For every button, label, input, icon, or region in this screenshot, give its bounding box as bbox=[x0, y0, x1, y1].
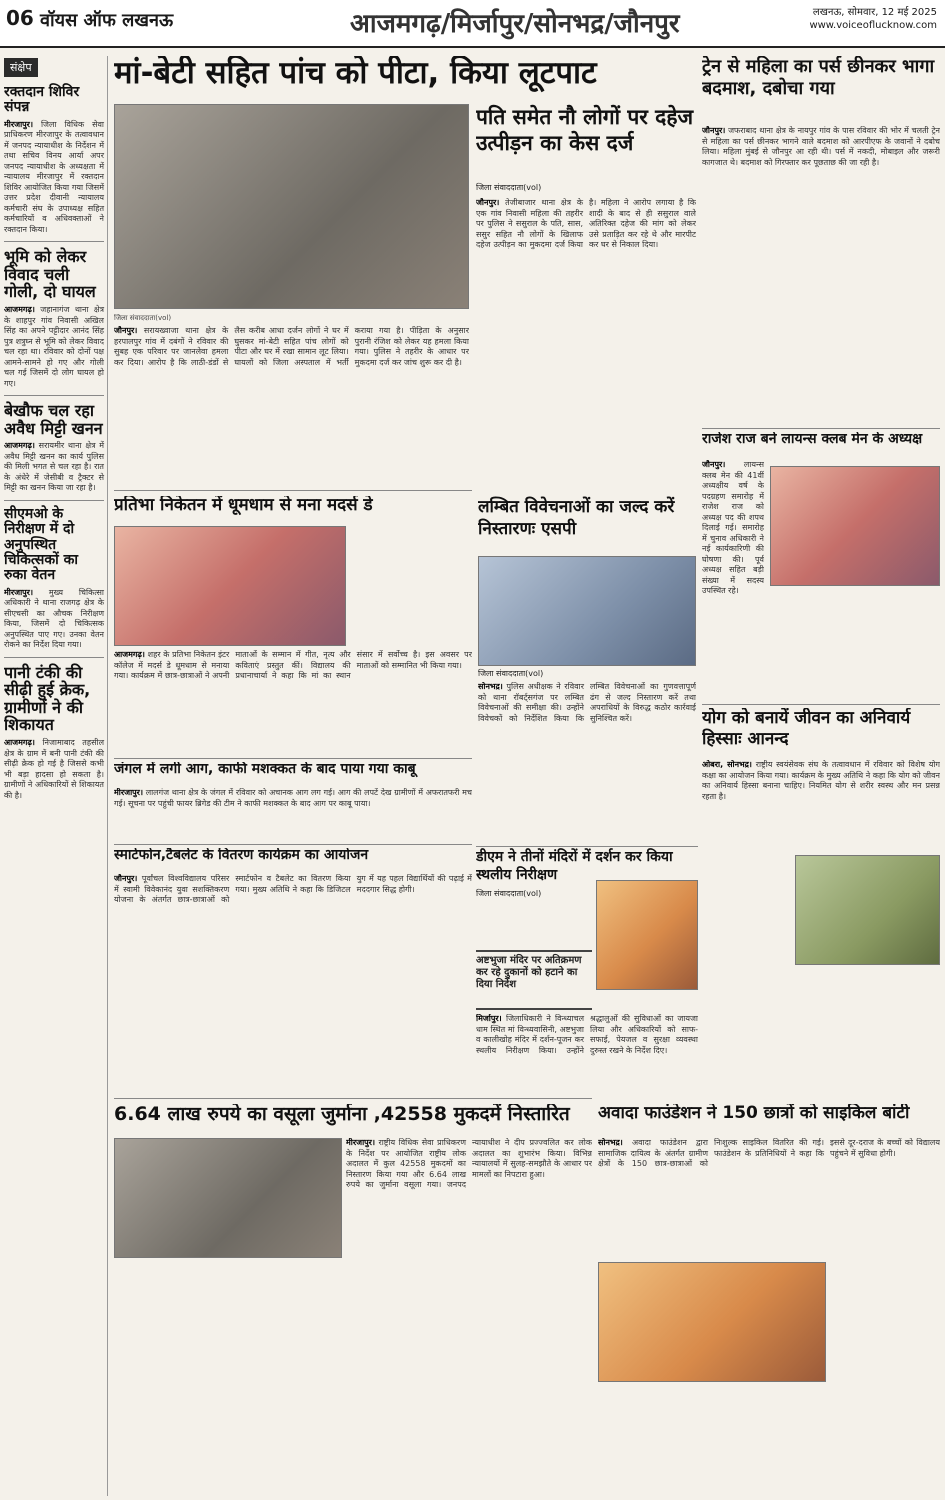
dm-body bbox=[476, 1014, 698, 1092]
sp-dateline: सोनभद्र। bbox=[478, 682, 503, 691]
yoga-headline[interactable]: योग को बनायें जीवन का अनिवार्य हिस्साः आनन्द bbox=[702, 708, 911, 749]
cycle-body bbox=[598, 1138, 940, 1258]
dm-body-text: जिलाधिकारी ने विन्ध्याचल धाम स्थित मां विन्ध्यवासिनी, अष्टभुजा व कालीखोह मंदिर में दर्शन-पूजन कर स्थलीय निरीक्षण किया। उन्होंने श्रद्धालुओं की सुविधाओं का जायजा लिया और अधिकारियों को साफ-सफाई, पेयजल व सुरक्षा व्यवस्था दुरुस्त रखने के निर्देश दिए। bbox=[476, 1014, 698, 1055]
cycle-dateline: सोनभद्र। bbox=[598, 1138, 623, 1147]
website-link[interactable]: www.voiceoflucknow.com bbox=[809, 20, 937, 31]
lead-body bbox=[114, 326, 469, 486]
divider bbox=[114, 844, 472, 845]
smartphone-body bbox=[114, 874, 472, 1094]
dowry-story-header bbox=[476, 104, 696, 194]
lions-dateline: जौनपुर। bbox=[702, 460, 726, 469]
brief-dateline: आजमगढ़। bbox=[4, 305, 35, 315]
smartphone-headline[interactable]: स्मार्टफोन,टैबलेट के वितरण कार्यक्रम का आयोजन bbox=[114, 848, 369, 863]
dowry-headline[interactable]: पति समेत नौ लोगों पर दहेज उत्पीड़न का केस दर्ज bbox=[476, 105, 694, 155]
brief-dateline: मीरजापुर। bbox=[4, 119, 33, 129]
dm-byline: जिला संवाददाता(vol) bbox=[476, 889, 542, 898]
dm-photo bbox=[596, 880, 698, 990]
lok-adalat-photo bbox=[114, 1138, 342, 1258]
mothers-day-photo bbox=[114, 526, 346, 646]
train-body-text: जफराबाद थाना क्षेत्र के नायपुर गांव के पास रविवार की भोर में चलती ट्रेन से महिला का पर्स छीनकर भागने वाले बदमाश को आरपीएफ के जवानों ने दबोच लिया। महिला मुंबई से जौनपुर आ रही थी। पर्स में नकदी, मोबाइल और जरूरी कागजात थे। बदमाश को गिरफ्तार कर पूछताछ की जा रही है। bbox=[702, 126, 940, 167]
brief-headline: रक्तदान शिविर संपन्न bbox=[4, 84, 80, 116]
sp-body bbox=[478, 682, 696, 840]
yoga-body bbox=[702, 760, 940, 850]
brief-item bbox=[4, 402, 104, 494]
fire-body-text: लालगंज थाना क्षेत्र के जंगल में रविवार को अचानक आग लग गई। आग की लपटें देख ग्रामीणों में अफरातफरी मच गई। सूचना पर पहुंची फायर ब्रिगेड की टीम ने काफी मशक्कत के बाद आग पर काबू पाया। bbox=[114, 788, 472, 808]
cycle-photo bbox=[598, 1262, 826, 1382]
brief-item bbox=[4, 664, 104, 801]
brief-item bbox=[4, 507, 104, 651]
divider bbox=[114, 490, 472, 491]
brief-item bbox=[4, 85, 104, 235]
sp-byline: जिला संवाददाता(vol) bbox=[478, 669, 544, 678]
sp-headline[interactable]: लम्बित विवेचनाओं का जल्द करें निस्तारणः एसपी bbox=[478, 497, 675, 539]
divider bbox=[702, 428, 940, 429]
lead-photo-caption: जिला संवाददाता(vol) bbox=[114, 314, 172, 322]
lok-adalat-body bbox=[346, 1138, 592, 1494]
brief-headline: भूमि को लेकर विवाद चली गोली, दो घायल bbox=[4, 247, 96, 302]
dm-pull-quote: अष्टभुजा मंदिर पर अतिक्रमण कर रहे दुकानों को हटाने का दिया निर्देश bbox=[476, 950, 592, 1010]
dm-dateline: मिर्जापुर। bbox=[476, 1014, 502, 1023]
lead-dateline: जौनपुर। bbox=[114, 326, 138, 335]
mothers-day-body bbox=[114, 650, 472, 755]
mothers-day-body-text: शहर के प्रतिभा निकेतन इंटर कॉलेज में मदर्स डे धूमधाम से मनाया गया। कार्यक्रम में छात्र-छात्राओं ने अपनी माताओं के सम्मान में गीत, नृत्य और कविताएं प्रस्तुत कीं। विद्यालय की प्रधानाचार्या ने कहा कि मां का स्थान संसार में सर्वोच्च है। इस अवसर पर माताओं को सम्मानित भी किया गया। bbox=[114, 650, 472, 680]
cycle-story-header bbox=[598, 1104, 940, 1136]
sidebar-label: संक्षेप bbox=[4, 58, 38, 77]
train-body bbox=[702, 126, 940, 426]
yoga-dateline: ओबरा, सोनभद्र। bbox=[702, 760, 752, 769]
brief-dateline: आजमगढ़। bbox=[4, 441, 35, 451]
brief-item bbox=[4, 248, 104, 389]
dowry-body-text: तेजीबाजार थाना क्षेत्र के एक गांव निवासी महिला की तहरीर पर पुलिस ने ससुराल के पति, सास, ससुर सहित नौ लोगों के खिलाफ दहेज उत्पीड़न का मुकदमा दर्ज किया है। महिला ने आरोप लगाया है कि शादी के बाद से ही ससुराल वाले अतिरिक्त दहेज की मांग को लेकर उसे प्रताड़ित कर रहे थे और मारपीट कर घर से निकाल दिया। bbox=[476, 198, 696, 249]
sp-body-text: पुलिस अधीक्षक ने रविवार को थाना रॉबर्ट्सगंज पर लम्बित विवेचनाओं की समीक्षा की। उन्होंने विवेचकों को निर्देशित किया कि लम्बित विवेचनाओं का गुणवत्तापूर्ण ढंग से जल्द निस्तारण करें तथा अपराधियों के विरुद्ध कठोर कार्रवाई सुनिश्चित करें। bbox=[478, 682, 696, 723]
brief-body: निजामाबाद तहसील क्षेत्र के ग्राम में बनी पानी टंकी की सीढ़ी क्रेक हो गई है जिससे कभी भी बड़ा हादसा हो सकता है। ग्रामीणों ने अधिकारियों से शिकायत की है। bbox=[4, 738, 104, 800]
lok-adalat-dateline: मीरजापुर। bbox=[346, 1138, 375, 1147]
dowry-body bbox=[476, 198, 696, 488]
smartphone-dateline: जौनपुर। bbox=[114, 874, 138, 883]
dowry-dateline: जौनपुर। bbox=[476, 198, 500, 207]
divider bbox=[114, 1098, 592, 1099]
lions-story-header bbox=[702, 432, 940, 456]
divider bbox=[4, 241, 104, 242]
cycle-body-text: अवादा फाउंडेशन द्वारा सामाजिक दायित्व के अंतर्गत ग्रामीण क्षेत्रों के 150 छात्र-छात्राओं को निःशुल्क साइकिल वितरित की गई। फाउंडेशन के प्रतिनिधियों ने कहा कि इससे दूर-दराज के बच्चों को विद्यालय पहुंचने में सुविधा होगी। bbox=[598, 1138, 940, 1168]
brief-headline: बेखौफ चल रहा अवैध मिट्टी खनन bbox=[4, 401, 103, 438]
brief-body: जिला विधिक सेवा प्राधिकरण मीरजापुर के तत्वावधान में जनपद न्यायाधीश के निर्देशन में तथा सचिव विनय आर्या अपर जनपद न्यायाधीश के अध्यक्षता में न्यायालय मीरजापुर में रक्तदान शिविर आयोजित किया गया जिसमें उत्तर प्रदेश दीवानी न्यायालय कर्मचारी संघ के उपाध्यक्ष सहित कर्मचारियों व अधिवक्ताओं ने रक्तदान किया। bbox=[4, 119, 104, 234]
yoga-photo bbox=[795, 855, 940, 965]
yoga-body-text: राष्ट्रीय स्वयंसेवक संघ के तत्वावधान में रविवार को विशेष योग कक्षा का आयोजन किया गया। कार्यक्रम के मुख्य अतिथि ने कहा कि योग को जीवन का अनिवार्य हिस्सा बनाना चाहिए। नियमित योग से शरीर स्वस्थ और मन प्रसन्न रहता है। bbox=[702, 760, 940, 801]
divider bbox=[4, 395, 104, 396]
dowry-byline: जिला संवाददाता(vol) bbox=[476, 183, 542, 192]
divider bbox=[4, 657, 104, 658]
lead-body-text: सरायख्वाजा थाना क्षेत्र के हरपालपुर गांव में दबंगों ने रविवार की सुबह एक परिवार पर जानलेवा हमला कर दिया। आरोप है कि लाठी-डंडों से लैस करीब आधा दर्जन लोगों ने घर में घुसकर मां-बेटी सहित पांच लोगों को पीटा और घर में रखा सामान लूट लिया। घायलों को जिला अस्पताल में भर्ती कराया गया है। पीड़िता के अनुसार पुरानी रंजिश को लेकर यह हमला किया गया। पुलिस ने तहरीर के आधार पर मुकदमा दर्ज कर जांच शुरू कर दी है। bbox=[114, 326, 469, 367]
lead-photo bbox=[114, 104, 469, 309]
fire-story-header bbox=[114, 762, 472, 786]
divider bbox=[476, 846, 698, 847]
page-number: 06 bbox=[6, 6, 34, 30]
region-title: आजमगढ़/मिर्जापुर/सोनभद्र/जौनपुर bbox=[350, 9, 680, 39]
dateline-header bbox=[809, 6, 937, 32]
lok-adalat-headline[interactable]: 6.64 लाख रुपये का वसूला जुर्माना ,42558 मुकदमें निस्तारित bbox=[114, 1104, 570, 1125]
fire-headline[interactable]: जंगल में लगी आग, काफी मशक्कत के बाद पाया गया काबू bbox=[114, 762, 416, 777]
fire-dateline: मीरजापुर। bbox=[114, 788, 143, 797]
dm-headline[interactable]: डीएम ने तीनों मंदिरों में दर्शन कर किया स्थलीय निरीक्षण bbox=[476, 849, 673, 883]
lions-headline[interactable]: राजेश राज बने लायन्स क्लब मेन के अध्यक्ष bbox=[702, 432, 923, 447]
brief-body: मुख्य चिकित्सा अधिकारी ने थाना राजगढ़ क्षेत्र के सीएचसी का औचक निरीक्षण किया, जिसमें दो चिकित्सक अनुपस्थित पाए गए। उनका वेतन रोकने का निर्देश दिया गया। bbox=[4, 587, 104, 650]
mothers-day-headline[interactable]: प्रतिभा निकेतन में धूमधाम से मना मदर्स डे bbox=[114, 496, 373, 515]
cycle-headline[interactable]: अवादा फाउंडेशन ने 150 छात्रों को साइकिल बांटी bbox=[598, 1104, 910, 1123]
lead-headline[interactable]: मां-बेटी सहित पांच को पीटा, किया लूटपाट bbox=[114, 56, 597, 91]
mothers-day-header bbox=[114, 496, 472, 526]
brief-dateline: आजमगढ़। bbox=[4, 738, 35, 748]
divider bbox=[114, 758, 472, 759]
fire-body bbox=[114, 788, 472, 842]
train-story-header bbox=[702, 56, 940, 136]
train-dateline: जौनपुर। bbox=[702, 126, 726, 135]
smartphone-story-header bbox=[114, 848, 472, 872]
lok-adalat-body-text: राष्ट्रीय विधिक सेवा प्राधिकरण के निर्देश पर आयोजित राष्ट्रीय लोक अदालत में कुल 42558 मुकदमों का निस्तारण किया गया और 6.64 लाख रुपये का जुर्माना वसूला गया। जनपद न्यायाधीश ने दीप प्रज्ज्वलित कर लोक अदालत का शुभारंभ किया। विभिन्न न्यायालयों में सुलह-समझौते के आधार पर मामलों का निपटारा हुआ। bbox=[346, 1138, 592, 1189]
brief-dateline: मीरजापुर। bbox=[4, 587, 33, 597]
train-headline[interactable]: ट्रेन से महिला का पर्स छीनकर भागा बदमाश, दबोचा गया bbox=[702, 56, 935, 99]
brief-headline: पानी टंकी की सीढ़ी हुई क्रेक, ग्रामीणों ने की शिकायत bbox=[4, 662, 91, 735]
brief-body: जहानागंज थाना क्षेत्र के शाहपुर गांव निवासी अखिल सिंह का अपने पट्टीदार आनंद सिंह पुत्र शत्रुघ्न से भूमि को लेकर विवाद चल रहा था। रविवार को दोनों पक्ष आमने-सामने हो गए और गोली चल गई जिसमें दो लोग घायल हो गए। bbox=[4, 305, 104, 388]
lions-body-text: लायन्स क्लब मेन की 41वीं अध्यक्षीय वर्ष के पदग्रहण समारोह में राजेश राज को अध्यक्ष पद की शपथ दिलाई गई। समारोह में चुनाव अधिकारी ने नई कार्यकारिणी की घोषणा की। पूर्व अध्यक्ष सहित बड़ी संख्या में सदस्य उपस्थित रहे। bbox=[702, 460, 764, 595]
masthead bbox=[0, 0, 945, 48]
sp-story-header bbox=[478, 496, 696, 556]
lok-adalat-header bbox=[114, 1104, 592, 1136]
sidebar-briefs bbox=[4, 56, 108, 1496]
divider bbox=[702, 704, 940, 705]
lions-photo bbox=[770, 466, 940, 586]
divider bbox=[4, 500, 104, 501]
brief-body: सरायमीर थाना क्षेत्र में अवैध मिट्टी खनन का कार्य पुलिस की मिली भगत से चल रहा है। रात के अंधेरे में जेसीबी व ट्रैक्टर से मिट्टी का खनन किया जा रहा है। bbox=[4, 441, 105, 493]
paper-name: वॉयस ऑफ लखनऊ bbox=[40, 10, 174, 31]
brief-headline: सीएमओ के निरीक्षण में दो अनुपस्थित चिकित्सकों का रुका वेतन bbox=[4, 505, 78, 584]
lead-story-headline-box bbox=[114, 56, 694, 100]
lions-body bbox=[702, 460, 764, 700]
mothers-day-dateline: आजमगढ़। bbox=[114, 650, 145, 659]
issue-date: लखनऊ, सोमवार, 12 मई 2025 bbox=[812, 7, 937, 18]
smartphone-body-text: पूर्वांचल विश्वविद्यालय परिसर में स्वामी विवेकानंद युवा सशक्तिकरण योजना के अंतर्गत छात्र-छात्राओं को स्मार्टफोन व टैबलेट का वितरण किया गया। मुख्य अतिथि ने कहा कि डिजिटल युग में यह पहल विद्यार्थियों की पढ़ाई में मददगार सिद्ध होगी। bbox=[114, 874, 472, 904]
yoga-story-header bbox=[702, 708, 940, 758]
sp-photo bbox=[478, 556, 696, 666]
